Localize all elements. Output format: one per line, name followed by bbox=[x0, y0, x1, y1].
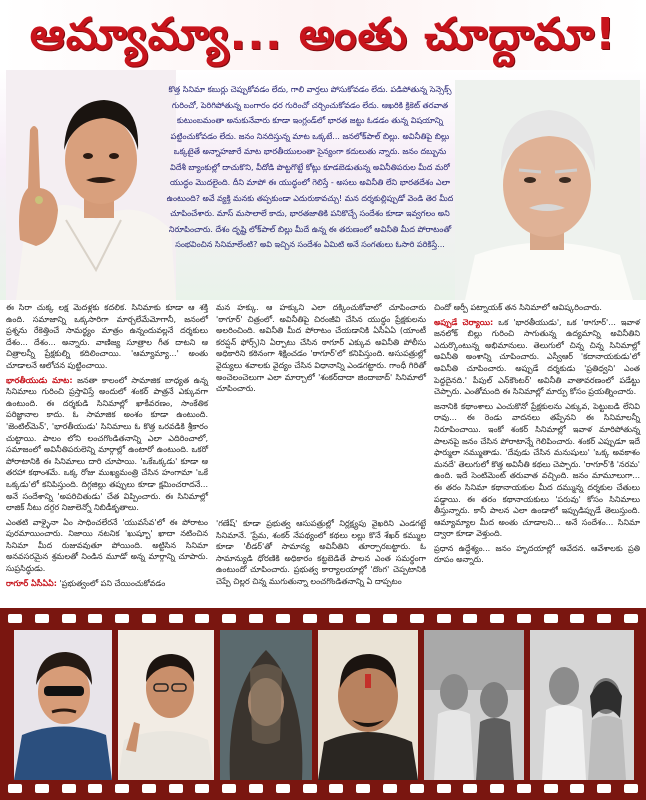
film-sprocket-hole bbox=[8, 614, 22, 623]
film-sprocket-hole bbox=[276, 784, 290, 793]
hero-section bbox=[0, 70, 646, 300]
film-sprocket-hole bbox=[62, 784, 76, 793]
film-sprocket-hole bbox=[195, 614, 209, 623]
subheading: అప్పుడే చెర్యాయి: bbox=[434, 317, 494, 327]
film-sprocket-hole bbox=[410, 614, 424, 623]
film-sprocket-hole bbox=[142, 784, 156, 793]
paragraph: రాగూర్ ఏసీఏఏ: 'ప్రభుత్వంలో పని చేయించుకోవడం bbox=[6, 578, 166, 588]
film-sprocket-hole bbox=[88, 784, 102, 793]
film-sprocket-hole bbox=[383, 784, 397, 793]
film-sprocket-hole bbox=[437, 784, 451, 793]
film-sprocket-hole bbox=[115, 614, 129, 623]
right-portrait-image bbox=[455, 80, 640, 300]
film-sprocket-hole bbox=[329, 784, 343, 793]
film-sprocket-hole bbox=[35, 784, 49, 793]
film-sprocket-hole bbox=[62, 614, 76, 623]
film-sprocket-hole bbox=[490, 784, 504, 793]
film-frames bbox=[14, 630, 634, 780]
column-1 bbox=[6, 302, 208, 592]
subheading: రాగూర్ ఏసీఏఏ: bbox=[6, 578, 57, 588]
film-frame-bw-still-1 bbox=[424, 630, 524, 780]
film-sprocket-hole bbox=[35, 614, 49, 623]
film-sprocket-hole bbox=[222, 784, 236, 793]
paragraph: మన హక్కు. ఆ హక్కుని ఎలా దక్కించుకోవాలో చూపించారు 'ఠాగూర్' చిత్రంలో. అవినీతిపై చిరంజీవి చేసిన యుద్ధం ప్రేక్షకులను అలరించింది. అవినీతి మీద పోరాటం చేయడానికి ఏసీఏఏ (యాంటీ కరప్షన్ ఫోర్స్)ని ఏర్పాటు చేసిన ఠాగూర్ ఎక్కువ అవినీతి పోలీసు అధికారిని కఠినంగా శిక్షించడం 'ఠాగూర్'లో కనిపిస్తుంది. అసుపత్రుల్లో వైద్యులు శవాలకు వైద్యం చేసిన విధానాన్ని ఎండగట్టారు. గాంధీ గిరితో అంచెలంచెలుగా ఎలా మార్చాలో 'శంకర్‌దాదా జిందాబాద్' సినిమాలో చూపించారు. bbox=[216, 303, 426, 394]
film-sprocket-hole bbox=[437, 614, 451, 623]
column-2-bottom bbox=[216, 518, 426, 588]
film-sprocket-hole bbox=[88, 614, 102, 623]
film-sprockets-bottom bbox=[8, 784, 638, 794]
film-frame-bw-still-2 bbox=[530, 630, 634, 780]
film-sprocket-hole bbox=[624, 614, 638, 623]
film-sprocket-hole bbox=[303, 784, 317, 793]
film-sprockets-top bbox=[8, 614, 638, 624]
paragraph: ఈ సిరా చుక్క లక్ష మెదళ్లకు కదలిక. సినిమాకు కూడా ఆ శక్తి ఉంది. సమాజాన్ని ఒక్కసారిగా మార్చలేమేమోగానీ, జనంలో ప్రశ్నను రేకెత్తించే సామర్థ్యం మాత్రం ఉన్నందువల్లనే దర్శకులు దేశం... దేశం... అన్నారు. వాణిజ్య సూత్రాల గీత దాటని ఆ చిత్రాలన్నీ ప్రేక్షకుల్ని కదిలించాయి. 'ఆమ్యామ్యా...' అంతు చూడాలనే ఆలోచన పుట్టించాయి. bbox=[6, 303, 208, 370]
paragraph: ఎంతటి వాళ్ళైనా ఏం సాధించలేరనే 'యువసేవ'లో ఈ పోరాటం పురమాయించారు. నిజాయి నటనిక 'ఖుష్బూ' ఖాదా నటించిన సినిమా మీద రుజువవుతూ పోయింది. అట్టిసిన సినిమా అనవసరమైన శ్రమలతో నిండిన మూడో అన్న మార్గాన్ని చూపారు. సుప్రసిద్ధుడు. bbox=[6, 517, 208, 574]
page-title: ఆమ్యామ్యా... అంతు చూద్దామా! bbox=[29, 9, 617, 60]
film-sprocket-hole bbox=[517, 614, 531, 623]
paragraph: భారతీయుడు మాట: జనతా కాలంలో సామాజిక బాధ్యత ఉన్న సినిమాలు గురించి ప్రస్తావిస్తే అందులో శంకర్ పాత్రనే ఎక్కువగా ఉంటుంది. ఈ దర్శకుడి సినిమాల్లో ఖాకీవరణం, సాంకేతిక పరిజ్ఞానాల కాదు. ఓ సామాజిక అంశం కూడా ఉంటుంది. 'జెంటిల్‌మెన్', 'భారతీయుడు' సినిమాలు ఓ కొత్త ఒరవడికి శ్రీకారం చుట్టాయి. పాలం లోని లంచగొండితనాన్ని ఎలా ఎదిరించాలో, సమాజంలో అవినీతిపరులెన్ని మార్గాల్లో ఉంటారో ఉంటుంది. ఒకరో పోరాటానికి ఈ సినిమాలు దారి చూపాయి. 'ఒకేఒక్కడు' కూడా ఆ తరహా కథాంశమే. ఒక్క రోజు ముఖ్యమంత్రి చేసిన హంగామా 'ఒకే ఒక్కడు'లో కనిపిస్తుంది. దిగ్గజిల్లు తప్పులు కూడా క్షమించరాదనే... అనే సందేశాన్ని 'అపరిచితుడు' చేత విప్పించారు. ఈ సినిమాల్లో లాజిక్ నీటు దగ్గర నిజాలెన్నో నిబిడీకృతాలు. bbox=[6, 375, 209, 513]
film-sprocket-hole bbox=[570, 784, 584, 793]
film-sprocket-hole bbox=[329, 614, 343, 623]
film-sprocket-hole bbox=[356, 784, 370, 793]
film-sprocket-hole bbox=[410, 784, 424, 793]
paragraph: అప్పుడే చెర్యాయి: ఒక 'భారతీయుడు', ఒక 'ఠాగూర్'... ఇవాళ జనలోక్ బిల్లు గురించి సాగుతున్న ఉద్యమాన్ని అవినీతిని ఎదుర్కొంటున్న అభిమానులు. తెలుగులో చిన్న చిన్న సినిమాల్లో అవినీతి అంశాన్ని చూపించారు. ఎస్వీఆర్ 'కదానాయకుడు'లో అవినీతి చూపించారు. అప్పుడే దర్శకుడు 'ప్రతిధ్వని' ఎంత పెద్దదైనది.' పీపుల్ ఎన్‌కౌంటర్' అవినీతి వాతావరణంలో పడేట్టు చెప్పారు. ఎంతోమంది ఈ సినిమాల్లో మార్పు కోసం ప్రయత్నించారు. bbox=[434, 317, 641, 397]
film-sprocket-hole bbox=[383, 614, 397, 623]
film-sprocket-hole bbox=[624, 784, 638, 793]
film-sprocket-hole bbox=[303, 614, 317, 623]
film-sprocket-hole bbox=[8, 784, 22, 793]
film-sprocket-hole bbox=[463, 784, 477, 793]
film-sprocket-hole bbox=[570, 614, 584, 623]
film-sprocket-hole bbox=[115, 784, 129, 793]
headline-banner bbox=[0, 0, 646, 70]
intro-text: కొత్త సినిమా కబుర్లు చెప్పుకోవడం లేదు, గాలి వార్తలు పోసుకోవడం లేదు. పడిపోతున్న సెన్సెక్స్ గురించో, పెరిగిపోతున్న బంగారం ధర గురించో చర్చించుకోవడం లేదు. ఆఖరికి క్రికెట్ తరవాత కుటుంబమంతా అనుకునేవారు కూడా ఇంగ్లండ్‌లో భారత జట్టు ఓడడం తున్న విషయాన్ని పట్టించుకోవడం లేదు. జనం నినదిస్తున్న మాట ఒక్కటే... జనలోక్‌పాల్ బిల్లు. అవినీతిపై బిల్లు ఒక్కటైతే అన్నాహజారే మాట భారతీయులంతా సైన్యంగా కదులుతు న్నారు. జనం దబ్బును విదేశీ బ్యాంకుల్లో దాచుకొని, వీదోడి పొట్టగొట్టే కోట్లు కూడబెడుతున్న అవినీతిపరుల మీద మరో యుద్ధం మొదలైంది. దీని మాపో ఈ యుద్ధంలో గెలిస్తే - అసలు అవినీతి లేని భారతదేశం ఎలా ఉంటుంది? అవే వ్యక్తి మనకు తప్పకుండా ఎదురుకావచ్చు! మన దర్శకుల్లిప్పుడో వెండి తెర మీద చూపించేశారు. మాస్ మసాలాలే కాదు, భారతజాతికి పనికొచ్చే సందేశం కూడా ఇవ్వగలం అని నిరూపించారు. దేశం దృష్టి లోక్‌పాల్ బిల్లు మీదే ఉన్న ఈ తరుణంలో అవినీతి మీద పోరాటంతో సంభవించిన సినిమాలేంటి? అవి ఇచ్చిన సందేశం ఏమిటి అనే సంగతులు ఓసారి పరికిస్తే... bbox=[166, 85, 454, 249]
film-sprocket-hole bbox=[276, 614, 290, 623]
blank-space bbox=[216, 422, 426, 518]
film-sprocket-hole bbox=[490, 614, 504, 623]
film-sprocket-hole bbox=[356, 614, 370, 623]
film-strip bbox=[0, 608, 646, 800]
film-sprocket-hole bbox=[169, 614, 183, 623]
paragraph: ప్రధాన ఉద్దేశ్యం... జనం హృదయాల్లో ఆవేదన. ఆవేశాలకు ప్రతి రూపం అన్నారు. bbox=[434, 543, 640, 565]
film-sprocket-hole bbox=[597, 614, 611, 623]
left-portrait-image bbox=[6, 70, 176, 300]
paragraph: చిందో ఆర్పీ పట్నాయక్ తన సినిమాలో ఆవిష్కరించారు. bbox=[434, 303, 602, 312]
film-sprocket-hole bbox=[142, 614, 156, 623]
column-3 bbox=[434, 302, 640, 569]
film-sprocket-hole bbox=[195, 784, 209, 793]
film-sprocket-hole bbox=[544, 614, 558, 623]
film-sprocket-hole bbox=[463, 614, 477, 623]
column-2-top bbox=[216, 302, 426, 422]
paragraph: 'గణేష్' కూడా ప్రభుత్వ ఆసుపత్రుల్లో నిర్లక్ష్యపు వైఖరిని ఎండగట్టే సినిమానే. 'ప్రేమ, శంకర్ నేపథ్యంలో కథలు లల్లు కొనే శేఖర్ కమ్ముల కూడా 'లీడర్'తో సామాన్య అవినీతిని తూర్పారబట్టారు. ఓ సామాన్యుడి ధోరణికి అధికారం కట్టబెడితే పాలన ఎంత సమర్థంగా ఉంటుందో చూపించారు. ప్రభుత్వ కార్యాలయాల్లో 'దొంగ' చెప్పటానికి చెప్పే చిల్లర చిన్న ముగుతున్నా లంచగొండితనాన్ని ఏ దాప్పటం bbox=[216, 519, 426, 586]
film-frame-actor-sunglasses bbox=[14, 630, 112, 780]
film-frame-actor-pointing bbox=[118, 630, 214, 780]
film-sprocket-hole bbox=[597, 784, 611, 793]
film-frame-long-haired-character bbox=[220, 630, 312, 780]
article-body bbox=[6, 302, 640, 607]
column-2 bbox=[216, 302, 426, 591]
film-sprocket-hole bbox=[169, 784, 183, 793]
subheading: భారతీయుడు మాట: bbox=[6, 375, 73, 385]
paragraph: జనానికి కథాంశాలు ఎంచుకొనో ప్రేక్షకులను ఎక్కువ, పెట్టుబడి లేనివి రావు... ఈ రెండు వాదనలు తప్పేనని ఈ సినిమాలన్నీ నిరూపించాయి. ఇంకో శంకర్ సినిమాల్లో ఇవాళ మారిపోతున్న పాలనపై జనం చేసిన పోరాటాన్నే గెలిపించారు. శంకర్ ఎప్పుడూ ఇదే ఫార్ములా నమ్ముతాడు. 'దేవుడు చేసిన మనుషులు' 'ఒక్క అవకాశం మనదే' తెలుగులో కొత్త అవినీతి కథలు చెప్పారు. 'రాగూర్'కి 'నరమ' ఉంది. ఇదే సెంటిమెంట్ తరువాత వచ్చింది. జనం మామూలుగా... ఈ తరం సినిమా కథానాయకుల మీద దమ్మున్న దర్శకుల చేతులు పడ్డాయి. ఈ తరం కథానాయకులు 'పరువు' కోసం సినిమాలు తీస్తున్నారు. కానీ పాలన ఎలా ఉండాలో ఇప్పుడిప్పుడే తెలుస్తుంది. ఆమ్యామ్యాల మీద అంతు చూడాలని... అనే సందేశం... సినిమా ద్వారా కూడా వెళ్తుంది. bbox=[434, 401, 640, 539]
film-frame-man-with-tilak bbox=[318, 630, 418, 780]
film-sprocket-hole bbox=[249, 784, 263, 793]
film-sprocket-hole bbox=[544, 784, 558, 793]
film-sprocket-hole bbox=[249, 614, 263, 623]
film-sprocket-hole bbox=[222, 614, 236, 623]
film-sprocket-hole bbox=[517, 784, 531, 793]
